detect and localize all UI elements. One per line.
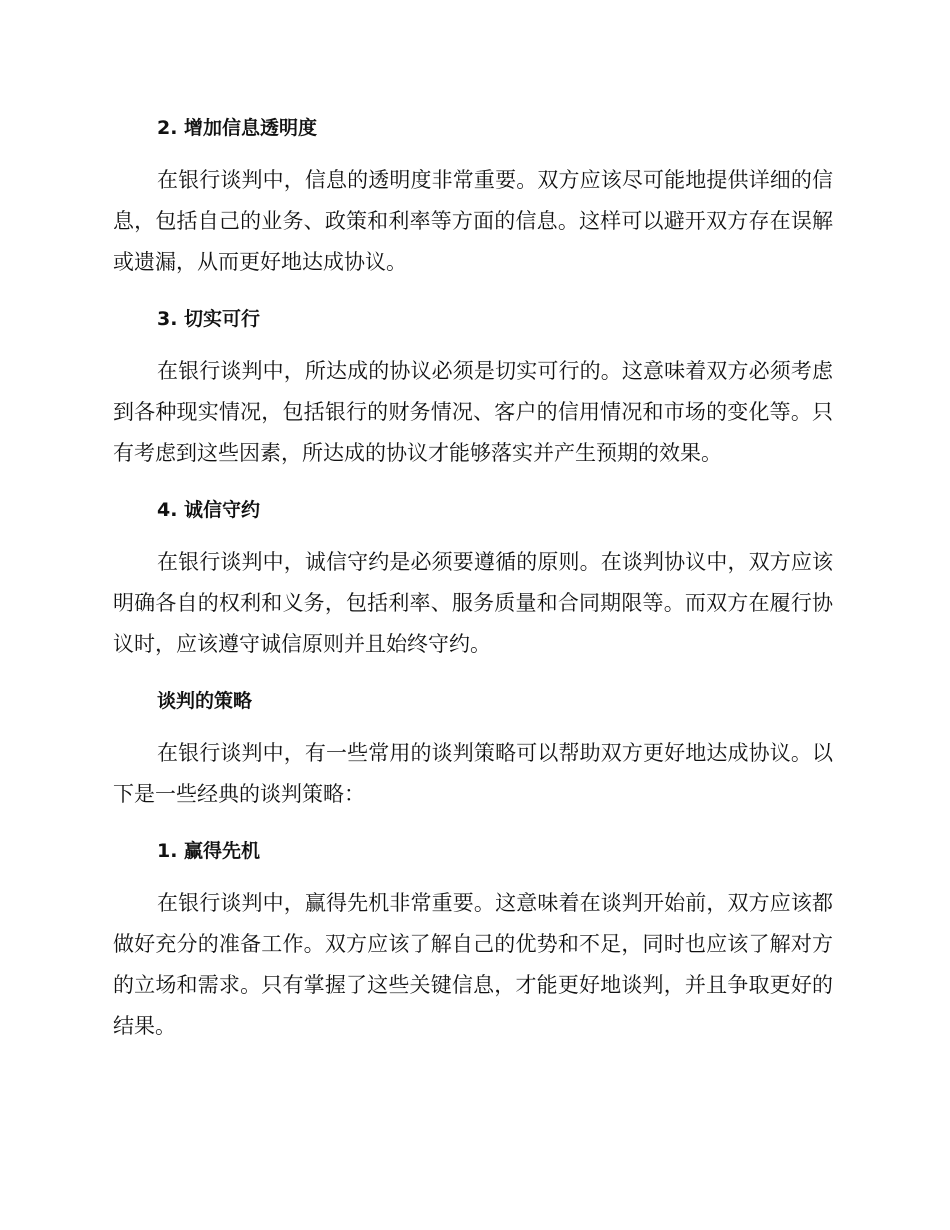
section-information-transparency: [113, 108, 833, 283]
section-heading: 4. 诚信守约: [157, 499, 261, 521]
section-heading: 2. 增加信息透明度: [157, 117, 318, 139]
document-body: [113, 108, 833, 1063]
section-paragraph: 在银行谈判中，有一些常用的谈判策略可以帮助双方更好地达成协议。以下是一些经典的谈判策略：: [113, 741, 833, 806]
section-negotiation-strategy: [113, 681, 833, 815]
section-heading: 1. 赢得先机: [157, 840, 261, 862]
section-paragraph: 在银行谈判中，赢得先机非常重要。这意味着在谈判开始前，双方应该都做好充分的准备工作。双方应该了解自己的优势和不足，同时也应该了解对方的立场和需求。只有掌握了这些关键信息，才能更好地谈判，并且争取更好的结果。: [113, 891, 833, 1038]
section-heading: 3. 切实可行: [157, 308, 261, 330]
section-integrity: [113, 490, 833, 665]
section-paragraph: 在银行谈判中，诚信守约是必须要遵循的原则。在谈判协议中，双方应该明确各自的权利和义务，包括利率、服务质量和合同期限等。而双方在履行协议时，应该遵守诚信原则并且始终守约。: [113, 550, 833, 656]
section-paragraph: 在银行谈判中，所达成的协议必须是切实可行的。这意味着双方必须考虑到各种现实情况，包括银行的财务情况、客户的信用情况和市场的变化等。只有考虑到这些因素，所达成的协议才能够落实并产生预期的效果。: [113, 359, 833, 465]
section-practical-feasibility: [113, 299, 833, 474]
section-paragraph: 在银行谈判中，信息的透明度非常重要。双方应该尽可能地提供详细的信息，包括自己的业务、政策和利率等方面的信息。这样可以避开双方存在误解或遗漏，从而更好地达成协议。: [113, 168, 833, 274]
section-heading: 谈判的策略: [157, 690, 253, 712]
section-seize-initiative: [113, 831, 833, 1047]
